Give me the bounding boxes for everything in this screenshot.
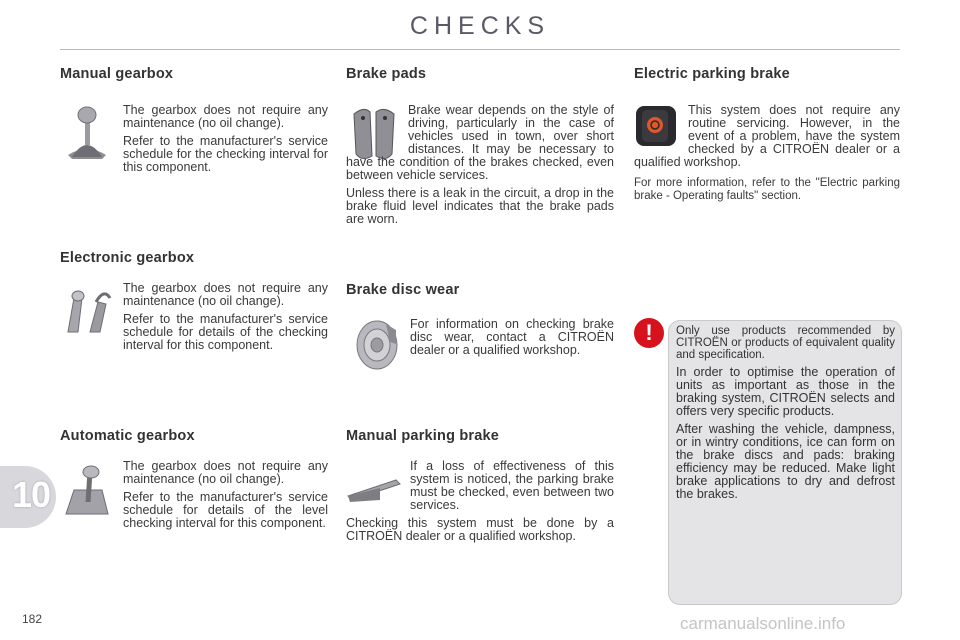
- text-wrap-spacer: [346, 104, 408, 156]
- brake-pads-text: [346, 104, 614, 231]
- manual-gearbox-p1: The gearbox does not require any maintenance (no oil change).: [123, 103, 328, 130]
- brake-disc-text: [410, 318, 614, 362]
- manual-parking-brake-p1: If a loss of effectiveness of this system is noticed, the parking brake must be checked, even between two services.: [410, 459, 614, 512]
- title-divider: [60, 49, 900, 50]
- watermark: carmanualsonline.info: [680, 614, 846, 633]
- warning-p1: Only use products recommended by CITROËN or products of equivalent quality and specification.: [676, 325, 895, 361]
- chapter-number: 10: [12, 474, 51, 515]
- gear-lever-icon: [62, 103, 112, 161]
- electronic-gearbox-heading: Electronic gearbox: [60, 250, 195, 266]
- text-wrap-spacer: [346, 460, 410, 512]
- electronic-gearbox-p2: Refer to the manufacturer's service schedule for details of the checking interval for this component.: [123, 312, 328, 352]
- automatic-gearbox-p2: Refer to the manufacturer's service schedule for details of the level checking interval for this component.: [123, 490, 328, 530]
- electronic-gear-selector-icon: [60, 284, 116, 336]
- electric-parking-brake-p1: This system does not require any routine servicing. However, in the event of a problem, have the system checked by a CITROËN dealer or a qualified workshop.: [634, 103, 900, 169]
- manual-parking-brake-p2: Checking this system must be done by a CITROËN dealer or a qualified workshop.: [346, 516, 614, 543]
- brake-pads-p2: Unless there is a leak in the circuit, a drop in the brake fluid level indicates that the brake pads are worn.: [346, 186, 614, 226]
- brake-pads-p1: Brake wear depends on the style of driving, particularly in the case of vehicles used in town, over short distances. It may be necessary to have the condition of the brakes checked, even between vehicle services.: [346, 103, 614, 182]
- manual-gearbox-p2: Refer to the manufacturer's service schedule for the checking interval for this component.: [123, 134, 328, 174]
- manual-parking-brake-heading: Manual parking brake: [346, 428, 500, 444]
- page-title: CHECKS: [409, 12, 551, 40]
- automatic-gearbox-heading: Automatic gearbox: [60, 428, 195, 444]
- manual-gearbox-heading: Manual gearbox: [60, 66, 174, 82]
- brake-disc-heading: Brake disc wear: [346, 282, 460, 298]
- brake-disc-icon: [352, 318, 402, 372]
- electronic-gearbox-p1: The gearbox does not require any maintenance (no oil change).: [123, 281, 328, 308]
- automatic-gearbox-text: [123, 460, 328, 535]
- electric-parking-brake-heading: Electric parking brake: [634, 66, 790, 82]
- warning-p2: In order to optimise the operation of units as important as those in the braking system, CITROËN selects and offers very specific products.: [676, 365, 895, 418]
- page-number: 182: [22, 612, 43, 626]
- warning-icon: !: [634, 318, 664, 348]
- warning-p3: After washing the vehicle, dampness, or in wintry conditions, ice can form on the brake discs and pads: braking efficiency may be reduced. Make light brake applications to dry and defrost the brakes.: [676, 422, 895, 501]
- manual-gearbox-text: [123, 104, 328, 179]
- automatic-gearbox-p1: The gearbox does not require any maintenance (no oil change).: [123, 459, 328, 486]
- text-wrap-spacer: [634, 104, 688, 156]
- electronic-gearbox-text: [123, 282, 328, 357]
- warning-text: [676, 325, 895, 506]
- brake-pads-heading: Brake pads: [346, 66, 427, 82]
- automatic-gear-lever-icon: [62, 462, 112, 518]
- electric-parking-brake-p2: For more information, refer to the "Electric parking brake - Operating faults" section.: [634, 177, 900, 202]
- electric-parking-brake-text: [634, 104, 900, 207]
- brake-disc-p1: For information on checking brake disc wear, contact a CITROËN dealer or a qualified workshop.: [410, 317, 614, 357]
- manual-parking-brake-text: [346, 460, 614, 548]
